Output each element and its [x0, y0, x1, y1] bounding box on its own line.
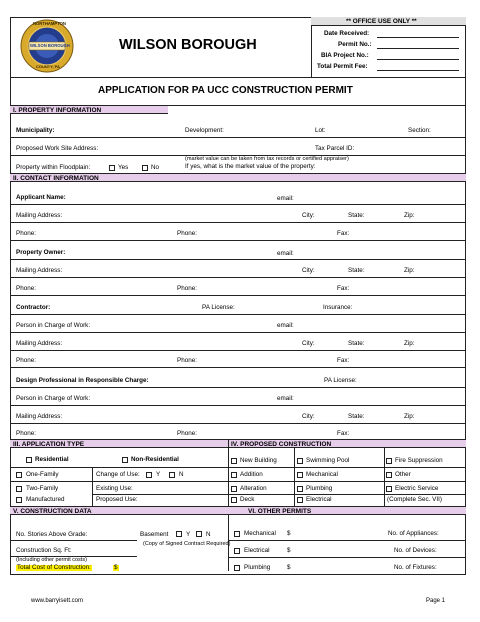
design-city-label: City:	[302, 413, 315, 420]
electric-service-label: Electric Service	[395, 485, 439, 492]
office-fee-line[interactable]	[377, 70, 459, 71]
electrical-permit-line[interactable]	[228, 557, 466, 558]
proposed-construction-heading: IV. PROPOSED CONSTRUCTION	[231, 441, 332, 449]
basement-label: Basement	[140, 531, 169, 538]
mechanical-permit-label: Mechanical	[244, 530, 276, 537]
devices-label: No. of Devices:	[394, 547, 437, 554]
applicant-mailing-line[interactable]	[10, 222, 466, 223]
construction-col3-divider	[384, 448, 385, 506]
contractor-city-label: City:	[302, 340, 315, 347]
owner-zip-label: Zip:	[404, 267, 415, 274]
residential-label: Residential	[35, 456, 69, 463]
market-value-note: (market value can be taken from tax records or certified appraiser)	[185, 156, 349, 162]
owner-phone1-label: Phone:	[16, 285, 36, 292]
office-bia-project: BIA Project No.:	[321, 52, 369, 59]
owner-mailing-line[interactable]	[10, 277, 466, 278]
seal-text-mid: WILSON BOROUGH	[30, 42, 70, 48]
contractor-phone-line[interactable]	[10, 367, 466, 368]
basement-n-label: N	[206, 531, 211, 538]
residential-checkbox[interactable]	[26, 457, 32, 463]
one-family-checkbox[interactable]	[16, 472, 22, 478]
change-use-y-checkbox[interactable]	[146, 472, 152, 478]
fire-suppression-checkbox[interactable]	[386, 458, 392, 464]
contractor-email-label: email:	[277, 322, 294, 329]
property-section-header	[10, 105, 168, 114]
mechanical-permit-line[interactable]	[228, 540, 466, 541]
applicant-city-label: City:	[302, 212, 315, 219]
non-residential-label: Non-Residential	[131, 456, 179, 463]
office-permit-no: Permit No.:	[338, 41, 372, 48]
design-state-label: State:	[348, 413, 365, 420]
plumbing-permit-label: Plumbing	[244, 564, 271, 571]
one-family-label: One-Family	[26, 471, 59, 478]
contractor-fax-label: Fax:	[337, 357, 350, 364]
floodplain-yes-checkbox[interactable]	[109, 165, 115, 171]
section-label: Section:	[408, 127, 431, 134]
owner-city-label: City:	[302, 267, 315, 274]
property-heading: I. PROPERTY INFORMATION	[13, 107, 102, 115]
design-email-label: email:	[277, 395, 294, 402]
signed-contract-note: (Copy of Signed Contract Required)	[143, 541, 231, 547]
basement-n-checkbox[interactable]	[196, 531, 202, 537]
contractor-pa-license-label: PA License:	[202, 304, 235, 311]
electrical-label: Electrical	[306, 496, 332, 503]
contractor-zip-label: Zip:	[404, 340, 415, 347]
application-type-header	[10, 439, 228, 448]
proposed-use-label: Proposed Use:	[96, 496, 138, 503]
mechanical-permit-checkbox[interactable]	[234, 531, 240, 537]
mechanical-label: Mechanical	[306, 471, 338, 478]
appliances-label: No. of Appliances:	[388, 530, 439, 537]
basement-y-label: Y	[186, 531, 191, 538]
owner-state-label: State:	[348, 267, 365, 274]
applicant-email-label: email:	[277, 195, 294, 202]
contractor-state-label: State:	[348, 340, 365, 347]
swimming-pool-checkbox[interactable]	[297, 458, 303, 464]
other-permits-heading: VI. OTHER PERMITS	[248, 508, 312, 516]
application-type-heading: III. APPLICATION TYPE	[13, 441, 85, 449]
total-cost-dollar: $	[114, 564, 118, 571]
other-label: Other	[395, 471, 411, 478]
applicant-phone-line[interactable]	[10, 240, 466, 241]
seal-text-top: NORTHAMPTON	[33, 21, 66, 26]
applicant-label: Applicant Name:	[16, 194, 66, 201]
applicant-zip-label: Zip:	[404, 212, 415, 219]
owner-line[interactable]	[10, 259, 466, 260]
development-label: Development:	[185, 127, 224, 134]
contractor-person-line[interactable]	[10, 332, 466, 333]
new-building-label: New Building	[240, 457, 277, 464]
electrical-checkbox[interactable]	[297, 497, 303, 503]
applicant-phone1-label: Phone:	[16, 230, 36, 237]
construction-col2-divider	[294, 448, 295, 506]
manufactured-checkbox[interactable]	[16, 497, 22, 503]
contractor-phone2-label: Phone:	[177, 357, 197, 364]
design-mailing-label: Mailing Address:	[16, 413, 63, 420]
borough-name: WILSON BOROUGH	[119, 37, 257, 53]
applicant-phone2-label: Phone:	[177, 230, 197, 237]
design-mailing-line[interactable]	[10, 423, 466, 424]
office-bia-line[interactable]	[377, 59, 459, 60]
change-use-n-label: N	[179, 471, 184, 478]
including-costs-note: (Including other permit costs)	[16, 557, 87, 563]
deck-label: Deck	[240, 496, 255, 503]
two-family-checkbox[interactable]	[16, 486, 22, 492]
header-divider	[10, 77, 466, 78]
office-use-title: ** OFFICE USE ONLY **	[346, 17, 417, 25]
owner-label: Property Owner:	[16, 249, 66, 256]
construction-row1-line	[228, 467, 466, 468]
construction-row2-line	[228, 481, 466, 482]
design-line[interactable]	[10, 387, 466, 388]
borough-seal	[20, 19, 74, 73]
complete-sec-vii-note: (Complete Sec. VII)	[387, 496, 442, 503]
contact-heading: II. CONTACT INFORMATION	[13, 175, 99, 183]
plumbing-permit-checkbox[interactable]	[234, 565, 240, 571]
office-box-divider	[311, 17, 312, 77]
seal-text-bottom: COUNTY, PA	[36, 64, 60, 69]
work-site-label: Proposed Work Site Address:	[16, 145, 99, 152]
non-residential-checkbox[interactable]	[122, 457, 128, 463]
stories-line[interactable]	[10, 540, 137, 541]
app-type-row1-line	[10, 467, 228, 468]
existing-use-label: Existing Use:	[96, 485, 133, 492]
lot-label: Lot:	[315, 127, 326, 134]
design-person-line[interactable]	[10, 405, 466, 406]
deck-checkbox[interactable]	[231, 497, 237, 503]
plumbing-label: Plumbing	[306, 485, 333, 492]
total-cost-label: Total Cost of Construction:	[17, 564, 91, 571]
office-date-received: Date Received:	[324, 30, 370, 37]
property-top-rule	[168, 105, 466, 106]
office-permit-line[interactable]	[377, 48, 459, 49]
contractor-person-label: Person in Charge of Work:	[16, 322, 91, 329]
tax-parcel-label: Tax Parcel ID:	[315, 145, 355, 152]
design-phone2-label: Phone:	[177, 430, 197, 437]
proposed-construction-header	[228, 439, 466, 448]
two-family-label: Two-Family	[26, 485, 59, 492]
office-total-fee: Total Permit Fee:	[317, 63, 368, 70]
design-fax-label: Fax:	[337, 430, 350, 437]
plumbing-checkbox[interactable]	[297, 486, 303, 492]
contractor-mailing-label: Mailing Address:	[16, 340, 63, 347]
floodplain-yes-label: Yes	[118, 164, 129, 171]
construction-sq-ft-label: Construction Sq. Ft:	[16, 547, 72, 554]
design-pa-license-label: PA License:	[324, 377, 357, 384]
contact-section-header	[10, 173, 466, 182]
applicant-line[interactable]	[10, 204, 466, 205]
footer-website: www.barryisett.com	[31, 598, 84, 604]
owner-fax-label: Fax:	[337, 285, 350, 292]
electrical-permit-label: Electrical	[244, 547, 270, 554]
addition-label: Addition	[240, 471, 263, 478]
other-checkbox[interactable]	[386, 472, 392, 478]
sections-divider	[228, 439, 229, 571]
mechanical-checkbox[interactable]	[297, 472, 303, 478]
other-permits-header	[228, 506, 466, 515]
applicant-mailing-label: Mailing Address:	[16, 212, 63, 219]
contractor-phone1-label: Phone:	[16, 357, 36, 364]
contractor-line[interactable]	[10, 314, 466, 315]
applicant-state-label: State:	[348, 212, 365, 219]
contractor-insurance-label: Insurance:	[323, 304, 353, 311]
app-type-col-divider	[92, 467, 93, 506]
owner-phone2-label: Phone:	[177, 285, 197, 292]
design-phone1-label: Phone:	[16, 430, 36, 437]
electrical-dollar: $	[287, 547, 291, 554]
design-professional-label: Design Professional in Responsible Charge:	[16, 377, 149, 384]
plumbing-dollar: $	[287, 564, 291, 571]
owner-email-label: email:	[277, 250, 294, 257]
form-title: APPLICATION FOR PA UCC CONSTRUCTION PERMIT	[98, 85, 353, 96]
owner-phone-line[interactable]	[10, 295, 466, 296]
construction-row3-line	[228, 494, 466, 495]
fire-suppression-label: Fire Suppression	[395, 457, 443, 464]
change-use-n-checkbox[interactable]	[169, 472, 175, 478]
swimming-pool-label: Swimming Pool	[306, 457, 350, 464]
addition-checkbox[interactable]	[231, 472, 237, 478]
municipality-label: Municipality:	[16, 127, 55, 134]
floodplain-label: Property within Floodplain:	[16, 164, 91, 171]
change-use-y-label: Y	[156, 471, 161, 478]
design-zip-label: Zip:	[404, 413, 415, 420]
manufactured-label: Manufactured	[26, 496, 65, 503]
contractor-mailing-line[interactable]	[10, 350, 466, 351]
owner-mailing-label: Mailing Address:	[16, 267, 63, 274]
market-value-question: If yes, what is the market value of the property:	[185, 163, 316, 170]
new-building-checkbox[interactable]	[231, 458, 237, 464]
electric-service-checkbox[interactable]	[386, 486, 392, 492]
floodplain-no-checkbox[interactable]	[142, 165, 148, 171]
construction-data-header	[10, 506, 228, 515]
app-type-row2-line	[10, 481, 228, 482]
electrical-permit-checkbox[interactable]	[234, 548, 240, 554]
construction-data-heading: V. CONSTRUCTION DATA	[13, 508, 92, 516]
mechanical-dollar: $	[287, 530, 291, 537]
office-date-line[interactable]	[377, 37, 459, 38]
change-of-use-label: Change of Use:	[96, 471, 140, 478]
existing-use-line[interactable]	[92, 494, 228, 495]
fixtures-label: No. of Fixtures:	[394, 564, 437, 571]
applicant-fax-label: Fax:	[337, 230, 350, 237]
alteration-label: Alteration	[240, 485, 267, 492]
basement-y-checkbox[interactable]	[176, 531, 182, 537]
stories-label: No. Stories Above Grade:	[16, 531, 88, 538]
footer-page: Page 1	[426, 598, 446, 604]
design-person-label: Person in Charge of Work:	[16, 395, 91, 402]
contractor-label: Contractor:	[16, 304, 51, 311]
floodplain-no-label: No	[151, 164, 160, 171]
alteration-checkbox[interactable]	[231, 486, 237, 492]
municipality-line[interactable]	[10, 137, 466, 138]
